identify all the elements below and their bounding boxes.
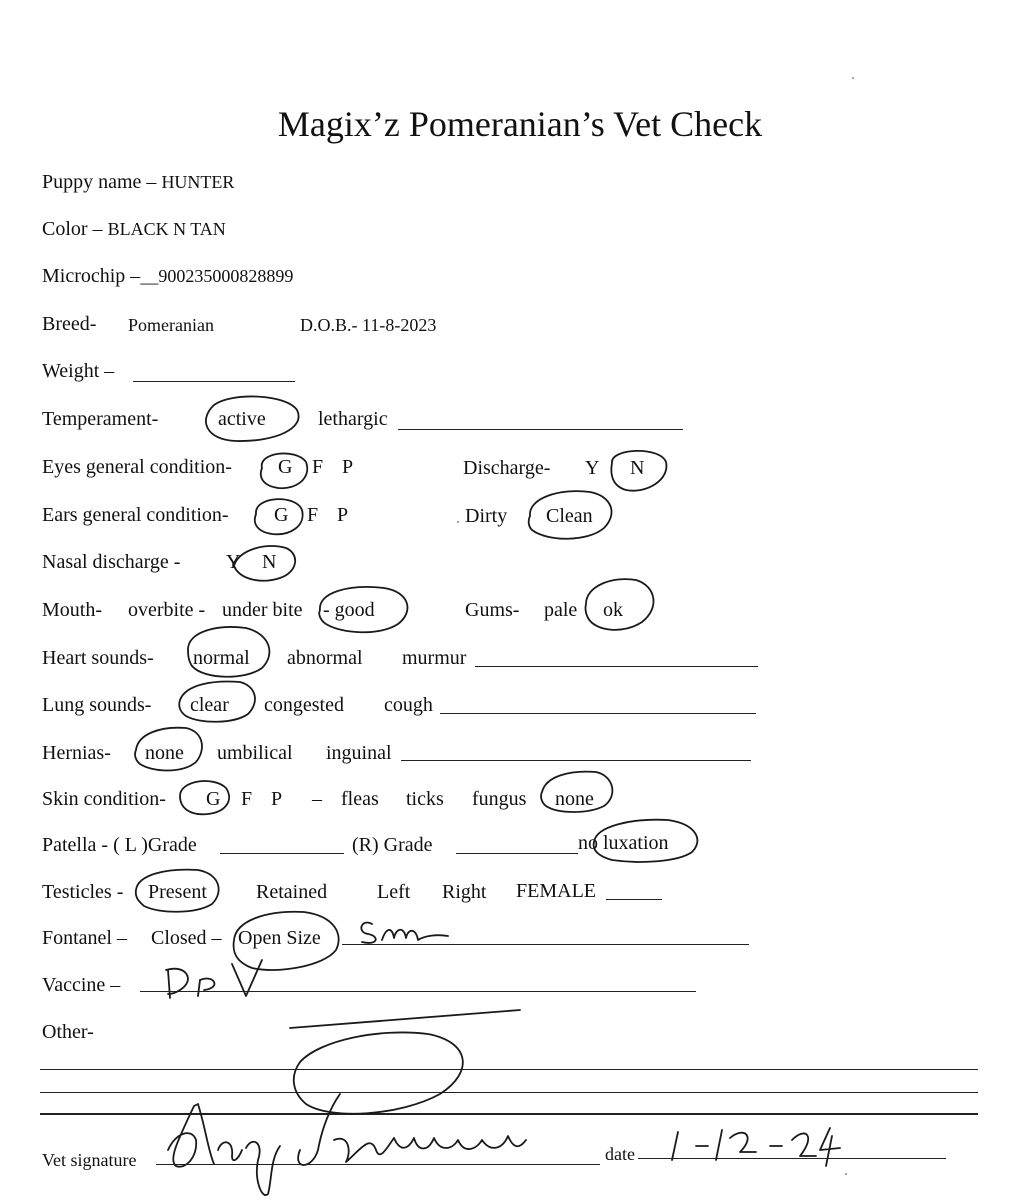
puppy-name-row	[42, 170, 234, 194]
hernias-label: Hernias-	[42, 742, 111, 764]
skin-option-f: F	[241, 788, 253, 810]
dob-label: D.O.B.-	[300, 315, 358, 335]
temperament-option-active: active	[218, 408, 266, 430]
nasal-option-y: Y	[226, 551, 241, 573]
eyes-label: Eyes general condition-	[42, 456, 232, 478]
dob-field	[300, 313, 436, 337]
mouth-label: Mouth-	[42, 599, 102, 621]
lungs-option-cough: cough	[384, 694, 433, 716]
hernias-option-none: none	[145, 742, 184, 764]
nasal-label: Nasal discharge -	[42, 551, 181, 573]
other-line-3	[40, 1113, 978, 1115]
temperament-label: Temperament-	[42, 408, 159, 430]
fontanel-label: Fontanel –	[42, 927, 127, 949]
puppy-name-value: HUNTER	[161, 172, 235, 192]
lungs-option-congested: congested	[264, 694, 344, 716]
testicles-option-left: Left	[377, 881, 411, 903]
mouth-option-underbite: under bite	[222, 599, 303, 621]
fontanel-blank-line	[342, 944, 749, 945]
date-line	[638, 1158, 946, 1159]
heart-option-normal: normal	[193, 647, 250, 669]
patella-left-blank-line	[220, 853, 344, 854]
skin-option-none: none	[555, 788, 594, 810]
scan-speck	[852, 77, 854, 79]
color-row	[42, 217, 226, 241]
ears-option-f: F	[307, 504, 319, 526]
circle-mark-other	[294, 1032, 463, 1113]
breed-label: Breed-	[42, 313, 97, 335]
skin-label: Skin condition-	[42, 788, 166, 810]
handwriting-dpv	[166, 960, 262, 998]
signature-mark	[168, 1094, 526, 1195]
dob-value: 11-8-2023	[362, 315, 437, 335]
skin-option-p: P	[271, 788, 283, 810]
lungs-label: Lung sounds-	[42, 694, 152, 716]
gums-option-pale: pale	[544, 599, 578, 621]
pen-stroke-other	[290, 1010, 520, 1028]
form-title: Magix’z Pomeranian’s Vet Check	[277, 104, 763, 144]
eyes-option-g: G	[278, 456, 293, 478]
heart-blank-line	[475, 666, 758, 667]
gums-option-ok: ok	[603, 599, 623, 621]
heart-label: Heart sounds-	[42, 647, 154, 669]
ears-option-dirty: Dirty	[465, 505, 508, 527]
skin-option-fleas: fleas	[341, 788, 379, 810]
mouth-option-overbite: overbite -	[128, 599, 206, 621]
lungs-blank-line	[440, 713, 756, 714]
mouth-option-good: - good	[323, 599, 375, 621]
weight-label: Weight –	[42, 360, 115, 382]
gums-label: Gums-	[465, 599, 520, 621]
color-label: Color –	[42, 218, 103, 240]
other-line-2	[40, 1092, 978, 1093]
patella-left-label: Patella - ( L )Grade	[42, 834, 197, 856]
eyes-option-p: P	[342, 456, 354, 478]
eyes-option-f: F	[312, 456, 324, 478]
patella-right-blank-line	[456, 853, 578, 854]
other-label: Other-	[42, 1021, 94, 1043]
fontanel-option-closed: Closed –	[151, 927, 222, 949]
fontanel-option-open-size: Open Size	[238, 927, 321, 949]
testicles-option-present: Present	[148, 881, 207, 903]
lungs-option-clear: clear	[190, 694, 229, 716]
vaccine-label: Vaccine –	[42, 974, 121, 996]
microchip-value: __900235000828899	[140, 266, 294, 286]
microchip-row	[42, 264, 293, 288]
skin-option-ticks: ticks	[406, 788, 444, 810]
date-label: date	[605, 1144, 635, 1164]
ears-label: Ears general condition-	[42, 504, 229, 526]
testicles-option-right: Right	[442, 881, 487, 903]
testicles-blank-line	[606, 899, 662, 900]
handwriting-date	[672, 1128, 840, 1166]
patella-right-label: (R) Grade	[352, 834, 433, 856]
vet-signature-label: Vet signature	[42, 1150, 137, 1170]
eye-discharge-label: Discharge-	[463, 457, 551, 479]
vet-signature-line	[156, 1164, 600, 1165]
skin-option-dash: –	[312, 788, 322, 810]
ears-option-g: G	[274, 504, 289, 526]
testicles-label: Testicles -	[42, 881, 124, 903]
ears-option-p: P	[337, 504, 349, 526]
handwriting-sm	[361, 923, 448, 943]
skin-option-g: G	[206, 788, 221, 810]
hernias-blank-line	[401, 760, 751, 761]
heart-option-murmur: murmur	[402, 647, 467, 669]
weight-blank-line	[133, 381, 295, 382]
puppy-name-label: Puppy name –	[42, 171, 157, 193]
breed-value: Pomeranian	[128, 315, 214, 335]
vaccine-blank-line	[140, 991, 696, 992]
color-value: BLACK N TAN	[107, 219, 226, 239]
testicles-option-retained: Retained	[256, 881, 328, 903]
eye-discharge-option-y: Y	[585, 457, 600, 479]
skin-option-fungus: fungus	[472, 788, 527, 810]
hernias-option-inguinal: inguinal	[326, 742, 392, 764]
testicles-option-female: FEMALE	[516, 880, 596, 902]
other-line-1	[40, 1069, 978, 1070]
nasal-option-n: N	[262, 551, 277, 573]
scan-speck	[457, 521, 459, 523]
patella-no-luxation: no luxation	[578, 832, 669, 854]
temperament-option-lethargic: lethargic	[318, 408, 388, 430]
hernias-option-umbilical: umbilical	[217, 742, 293, 764]
temperament-blank-line	[398, 429, 683, 430]
ears-option-clean: Clean	[546, 505, 593, 527]
eye-discharge-option-n: N	[630, 457, 645, 479]
circle-mark-skin-g	[180, 781, 229, 814]
heart-option-abnormal: abnormal	[287, 647, 363, 669]
scan-speck	[845, 1173, 847, 1175]
microchip-label: Microchip –	[42, 265, 141, 287]
